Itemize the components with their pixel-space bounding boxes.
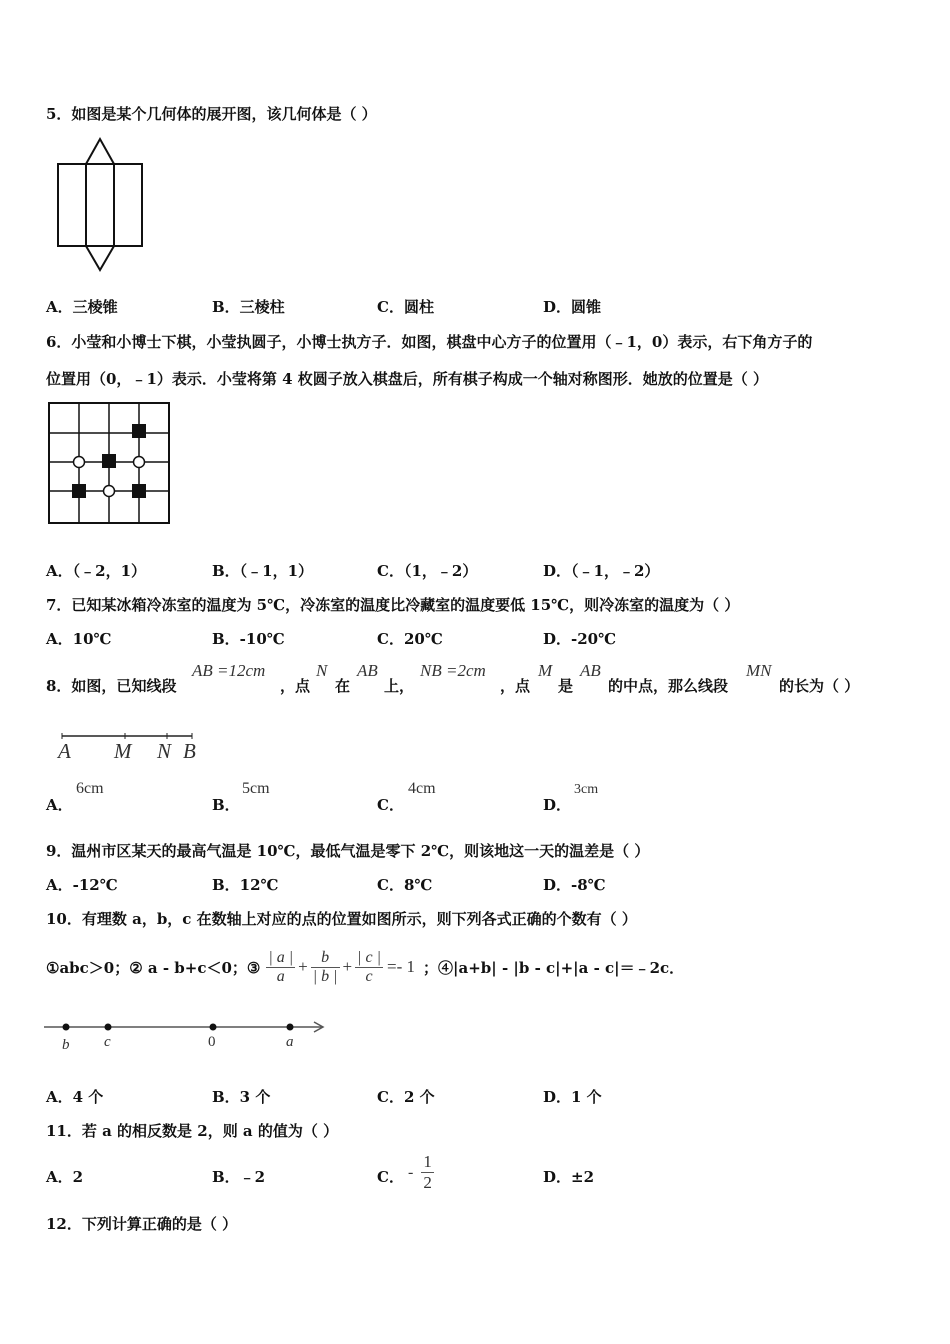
q10-axis-label-a: a bbox=[286, 1034, 294, 1050]
q8-option-a-letter: A． bbox=[46, 796, 73, 814]
q6-chessboard-figure bbox=[46, 401, 172, 525]
q11-option-c-den: 2 bbox=[423, 1173, 432, 1192]
q7-stem: 7．已知某冰箱冷冻室的温度为 5℃，冷冻室的温度比冷藏室的温度要低 15℃，则冷冻室的温度为（ ） bbox=[46, 596, 740, 614]
q8-text-4: ，点 bbox=[500, 677, 531, 695]
q10-fraction-2-den: | b | bbox=[312, 967, 338, 985]
q8-ab: AB bbox=[357, 661, 378, 680]
q10-fraction-1-num: | a | bbox=[268, 948, 294, 966]
q10-fraction-1 bbox=[266, 949, 295, 986]
q11-option-c-value bbox=[408, 1152, 434, 1193]
q10-statement-4: ；④|a+b| - |b - c|+|a - c|＝﹣2c． bbox=[423, 958, 685, 977]
q10-option-a: A．4 个 bbox=[46, 1088, 104, 1106]
q5-option-b: B．三棱柱 bbox=[212, 298, 285, 316]
q11-stem: 11．若 a 的相反数是 2，则 a 的值为（ ） bbox=[46, 1122, 339, 1140]
q8-m: M bbox=[538, 661, 553, 680]
q8-prefix: 8．如图，已知线段 bbox=[46, 677, 177, 695]
q10-statements bbox=[46, 944, 684, 990]
q10-fraction-3-den: c bbox=[365, 967, 373, 985]
q10-option-d: D．1 个 bbox=[543, 1088, 602, 1106]
q6-option-d: D．（﹣1，﹣2） bbox=[543, 562, 660, 580]
q10-equals: =- 1 bbox=[387, 957, 416, 976]
q9-option-a: A．-12℃ bbox=[46, 876, 118, 894]
q10-statement-1-3: ①abc＞0；② a - b+c＜0；③ bbox=[46, 958, 261, 977]
q10-plus-1: + bbox=[298, 957, 308, 976]
q8-option-b-letter: B． bbox=[212, 796, 240, 814]
q8-ab-expression: AB =12cm bbox=[192, 661, 266, 680]
q8-n: N bbox=[316, 661, 328, 680]
q9-stem: 9．温州市区某天的最高气温是 10℃，最低气温是零下 2℃，则该地这一天的温差是（ ） bbox=[46, 842, 650, 860]
q11-option-a: A．2 bbox=[46, 1168, 84, 1186]
q8-ab-2: AB bbox=[580, 661, 601, 680]
q10-axis-label-b: b bbox=[62, 1037, 70, 1053]
q8-mn: MN bbox=[746, 661, 772, 680]
q6-option-c: C．（1，﹣2） bbox=[377, 562, 478, 580]
q8-text-5: 是 bbox=[558, 677, 574, 695]
q8-option-d-letter: D． bbox=[543, 796, 572, 814]
q9-option-c: C．8℃ bbox=[377, 876, 433, 894]
q6-option-a: A．（﹣2，1） bbox=[46, 562, 147, 580]
q11-option-b: B．﹣2 bbox=[212, 1168, 266, 1186]
q10-stem: 10．有理数 a，b，c 在数轴上对应的点的位置如图所示，则下列各式正确的个数有（ ） bbox=[46, 910, 637, 928]
q11-option-d: D．±2 bbox=[543, 1168, 595, 1186]
q6-stem-line1: 6．小莹和小博士下棋，小莹执圆子，小博士执方子．如图，棋盘中心方子的位置用（﹣1，0）表示，右下角方子的 bbox=[46, 333, 813, 351]
q8-segment-figure bbox=[50, 730, 210, 764]
q8-option-a-value: 6cm bbox=[76, 780, 104, 797]
q8-option-c-letter: C． bbox=[377, 796, 404, 814]
q10-option-b: B．3 个 bbox=[212, 1088, 271, 1106]
q11-option-c-fraction bbox=[421, 1152, 434, 1193]
q10-fraction-1-den: a bbox=[276, 967, 285, 985]
q8-text-7: 的长为（ ） bbox=[779, 677, 860, 695]
q6-stem-line2: 位置用（0，﹣1）表示．小莹将第 4 枚圆子放入棋盘后，所有棋子构成一个轴对称图形．她放的位置是（ ） bbox=[46, 370, 768, 388]
q10-fraction-3 bbox=[355, 949, 383, 986]
q9-option-b: B．12℃ bbox=[212, 876, 279, 894]
q8-text-1: ，点 bbox=[280, 677, 311, 695]
q11-option-c-sign: - bbox=[408, 1163, 414, 1181]
q5-stem: 5．如图是某个几何体的展开图，该几何体是（ ） bbox=[46, 105, 377, 123]
q10-number-line-figure bbox=[40, 1014, 330, 1054]
q7-option-c: C．20℃ bbox=[377, 630, 443, 648]
q10-fraction-3-num: | c | bbox=[357, 948, 382, 966]
q8-label-n: N bbox=[157, 739, 172, 763]
q10-option-c: C．2 个 bbox=[377, 1088, 435, 1106]
q11-option-c-num: 1 bbox=[423, 1152, 432, 1171]
q8-option-c-value: 4cm bbox=[408, 780, 436, 797]
q5-option-d: D．圆锥 bbox=[543, 298, 602, 316]
q10-fraction-2-num: b bbox=[311, 949, 340, 968]
q8-nb-expression: NB =2cm bbox=[420, 661, 486, 680]
q8-text-6: 的中点，那么线段 bbox=[608, 677, 729, 695]
q8-text-3: 上， bbox=[384, 677, 415, 695]
q8-option-b-value: 5cm bbox=[242, 780, 270, 797]
q8-label-b: B bbox=[183, 739, 196, 763]
q7-option-d: D．-20℃ bbox=[543, 630, 617, 648]
q8-text-2: 在 bbox=[335, 677, 351, 695]
q8-option-d-value: 3cm bbox=[574, 782, 599, 797]
q11-option-c: C． bbox=[377, 1168, 404, 1186]
q6-option-b: B．（﹣1，1） bbox=[212, 562, 314, 580]
q12-stem: 12．下列计算正确的是（ ） bbox=[46, 1215, 238, 1233]
q10-fraction-2 bbox=[311, 949, 340, 986]
q7-option-a: A．10℃ bbox=[46, 630, 112, 648]
q7-option-b: B．-10℃ bbox=[212, 630, 285, 648]
q9-option-d: D．-8℃ bbox=[543, 876, 606, 894]
q8-label-a: A bbox=[58, 739, 71, 763]
q10-axis-label-c: c bbox=[104, 1034, 111, 1050]
q10-plus-2: + bbox=[342, 957, 353, 976]
q5-option-a: A．三棱锥 bbox=[46, 298, 118, 316]
q8-label-m: M bbox=[114, 739, 132, 763]
q5-option-c: C．圆柱 bbox=[377, 298, 434, 316]
q5-prism-net-figure bbox=[52, 136, 148, 274]
q10-axis-label-0: 0 bbox=[208, 1034, 216, 1050]
